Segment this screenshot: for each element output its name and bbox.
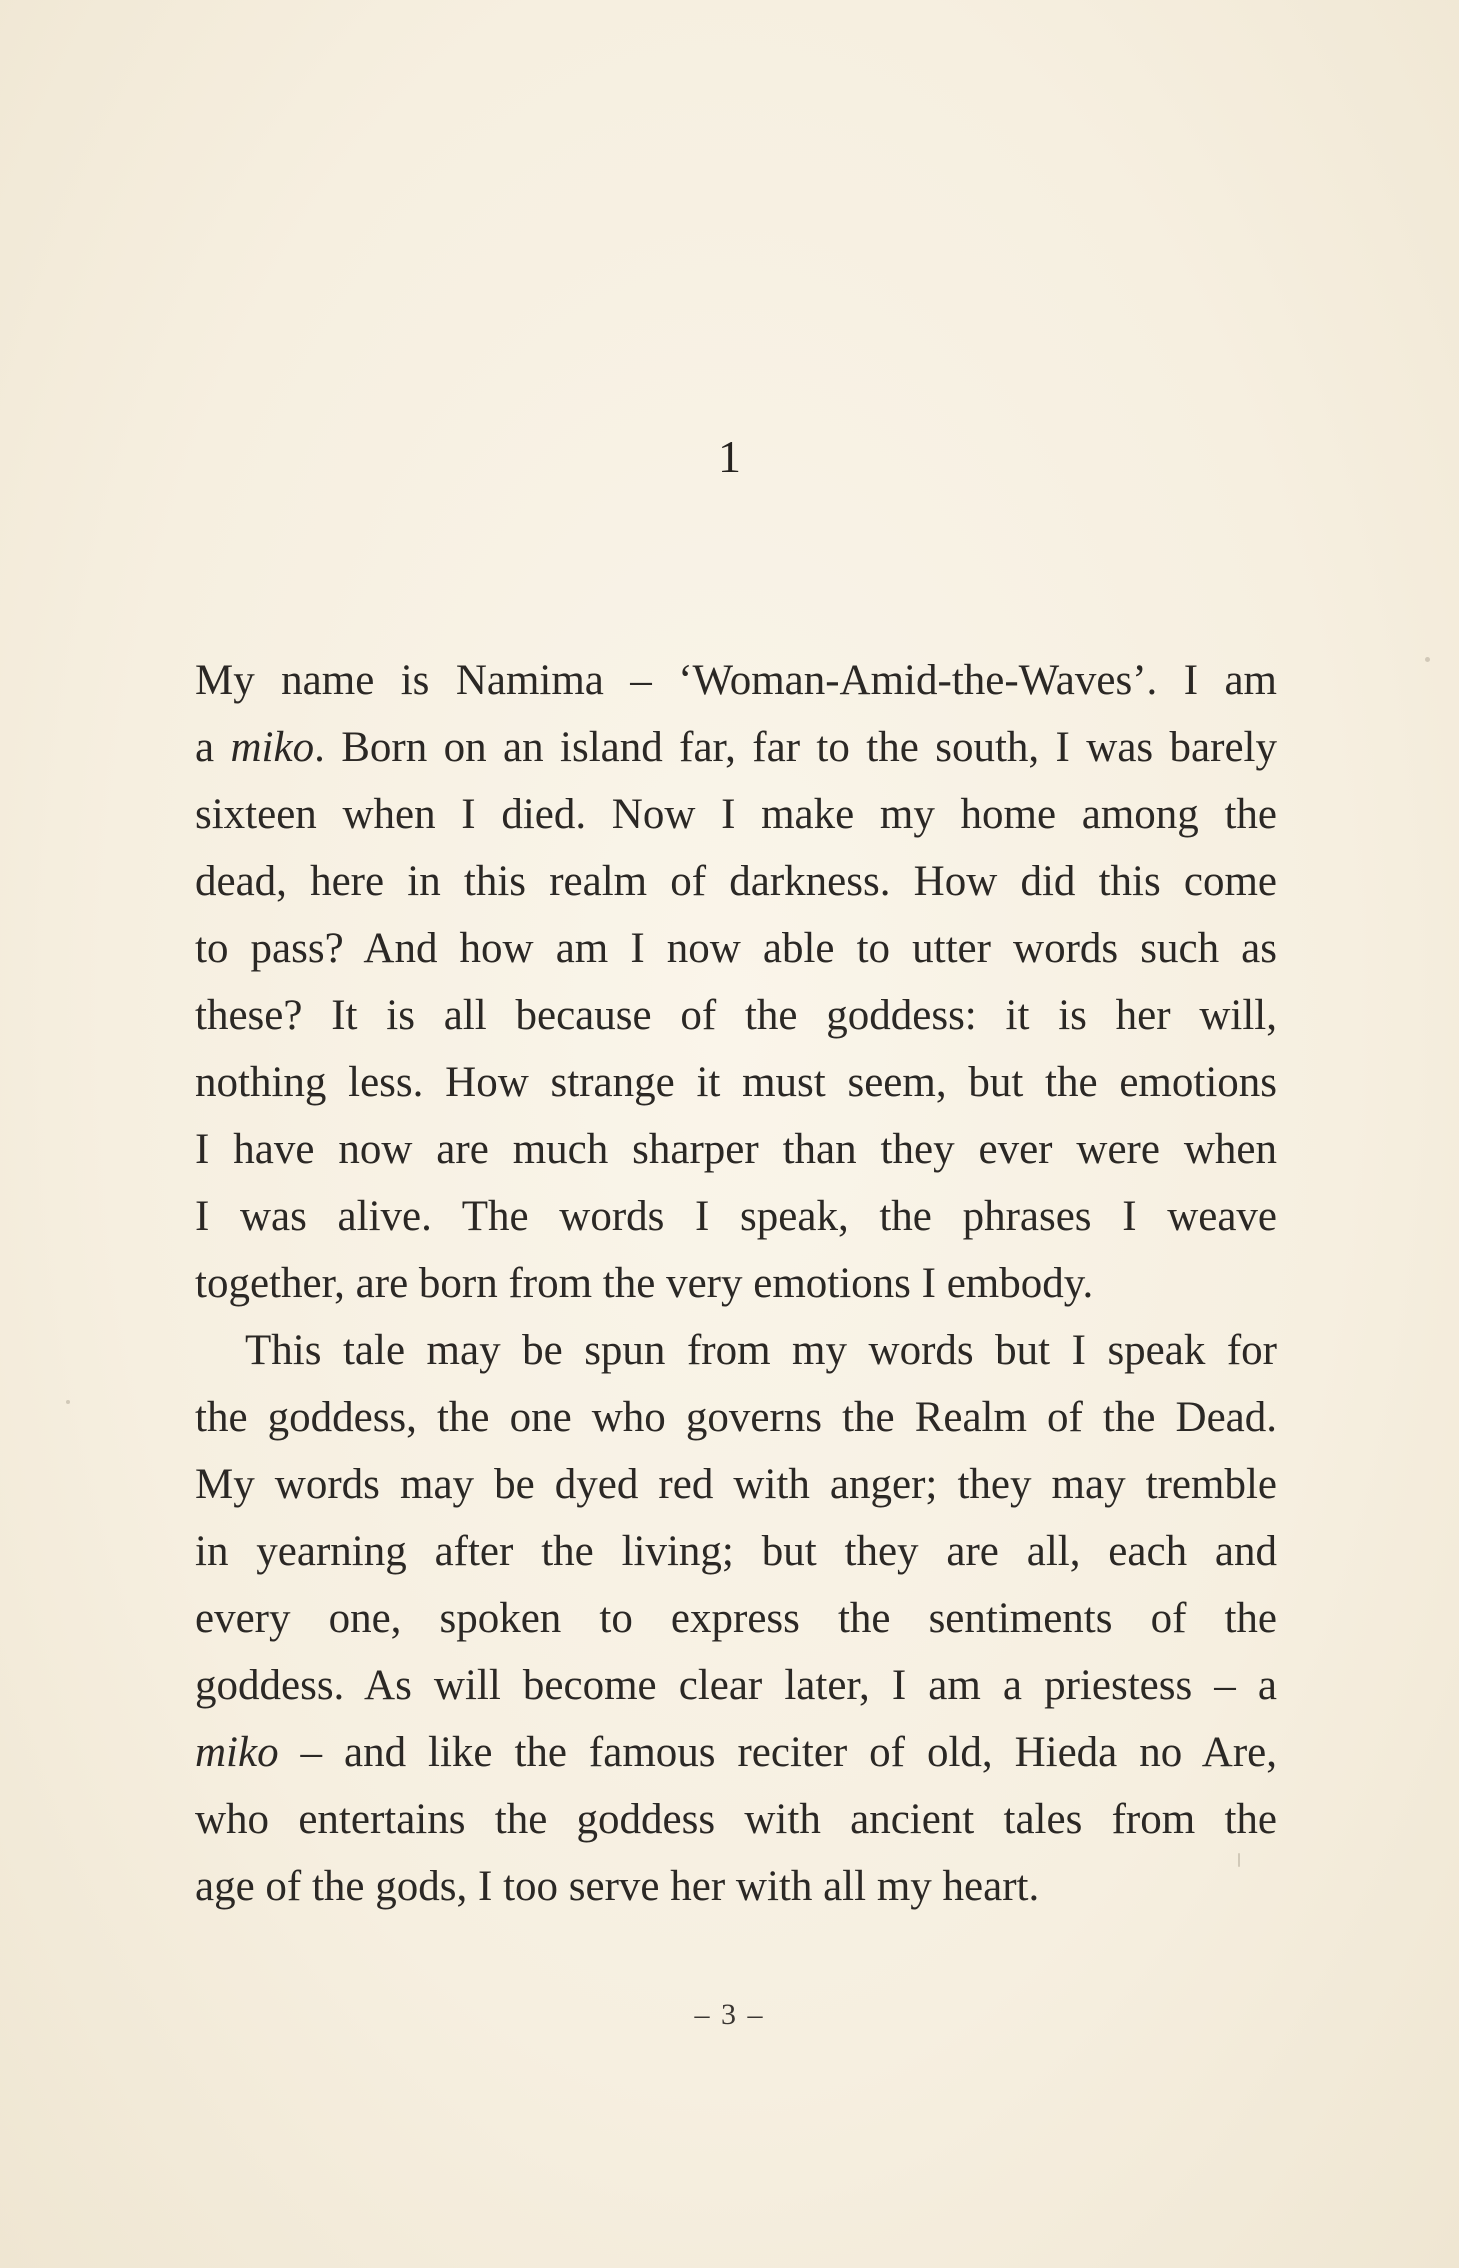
text-line: nothing less. How strange it must seem, but the emotions [195,1059,1277,1106]
text-line: these? It is all because of the goddess: it is her will, [195,992,1277,1039]
italic-term: miko [195,1729,279,1776]
text-line: I have now are much sharper than they ever were when [195,1126,1277,1173]
text-line: This tale may be spun from my words but I speak for [245,1327,1277,1374]
text-line [195,714,1277,781]
text-line: in yearning after the living; but they are all, each and [195,1528,1277,1575]
line-segment: – and like the famous reciter of old, Hieda no Are, [278,1729,1277,1776]
page-number: – 3 – [694,1998,765,2031]
text-line: I was alive. The words I speak, the phrases I weave [195,1193,1277,1240]
line-segment: . Born on an island far, far to the south, I was barely [314,724,1277,771]
text-line [195,1719,1277,1786]
paper-speck [66,1400,70,1404]
text-line: every one, spoken to express the sentiments of the [195,1595,1277,1642]
text-line: together, are born from the very emotions I embody. [195,1260,1094,1307]
text-line: dead, here in this realm of darkness. How did this come [195,858,1277,905]
body-text [195,647,1277,1920]
text-line: goddess. As will become clear later, I am a priestess – a [195,1662,1277,1709]
text-line: the goddess, the one who governs the Realm of the Dead. [195,1394,1277,1441]
text-line: My words may be dyed red with anger; they may tremble [195,1461,1277,1508]
line-segment: a [195,724,231,771]
text-line: who entertains the goddess with ancient tales from the [195,1796,1277,1843]
paper-speck [1238,1853,1240,1867]
paper-speck [1425,657,1430,662]
text-line: to pass? And how am I now able to utter words such as [195,925,1277,972]
text-line: sixteen when I died. Now I make my home among the [195,791,1277,838]
text-line: My name is Namima – ‘Woman-Amid-the-Waves’. I am [195,657,1277,704]
italic-term: miko [230,724,315,771]
text-line: age of the gods, I too serve her with all my heart. [195,1863,1040,1910]
chapter-number: 1 [718,431,741,482]
